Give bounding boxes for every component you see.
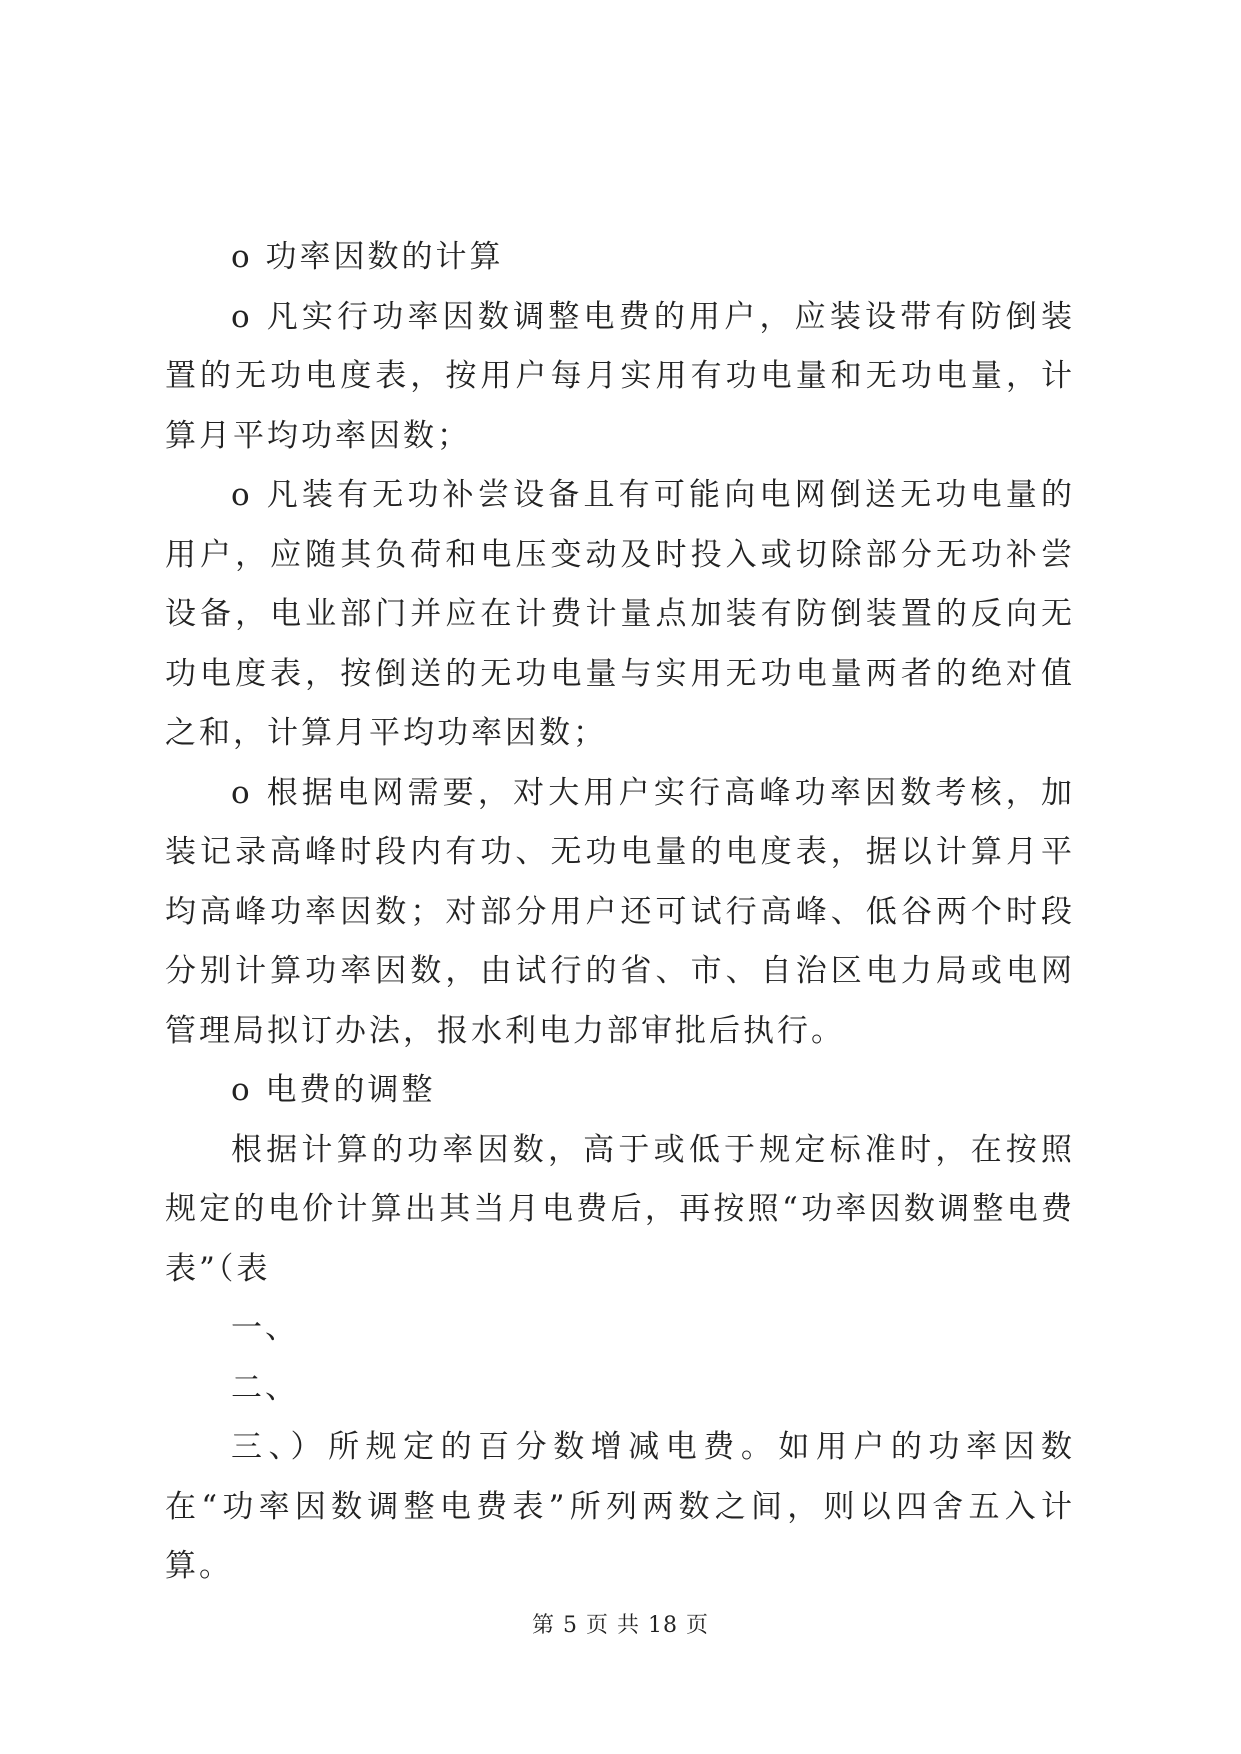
list-item-one: 一、	[231, 1310, 299, 1346]
document-body	[165, 228, 1075, 1597]
section-heading-power-factor-calc: o 功率因数的计算	[231, 239, 504, 275]
paragraph-percentage-rule: 三、）所规定的百分数增减电费。如用户的功率因数在“功率因数调整电费表”所列两数之间，则以四舍五入计算。	[165, 1429, 1075, 1584]
paragraph-fee-adjustment: 根据计算的功率因数，高于或低于规定标准时，在按照规定的电价计算出其当月电费后，再按照“功率因数调整电费表”（表	[165, 1131, 1075, 1287]
section-heading-fee-adjustment: o 电费的调整	[231, 1072, 436, 1108]
paragraph-reverse-reactive: o 凡装有无功补尝设备且有可能向电网倒送无功电量的用户，应随其负荷和电压变动及时投入或切除部分无功补尝设备，电业部门并应在计费计量点加装有防倒装置的反向无功电度表，按倒送的无功电量与实用无功电量两者的绝对值之和，计算月平均功率因数；	[165, 477, 1075, 751]
list-item-two: 二、	[231, 1369, 299, 1406]
page-number-footer: 第 5 页 共 18 页	[532, 1613, 709, 1638]
paragraph-reactive-meter: o 凡实行功率因数调整电费的用户，应装设带有防倒装置的无功电度表，按用户每月实用有功电量和无功电量，计算月平均功率因数；	[165, 298, 1075, 454]
paragraph-peak-power-factor: o 根据电网需要，对大用户实行高峰功率因数考核，加装记录高峰时段内有功、无功电量的电度表，据以计算月平均高峰功率因数；对部分用户还可试行高峰、低谷两个时段分别计算功率因数，由试行的省、市、自治区电力局或电网管理局拟订办法，报水利电力部审批后执行。	[165, 774, 1075, 1049]
